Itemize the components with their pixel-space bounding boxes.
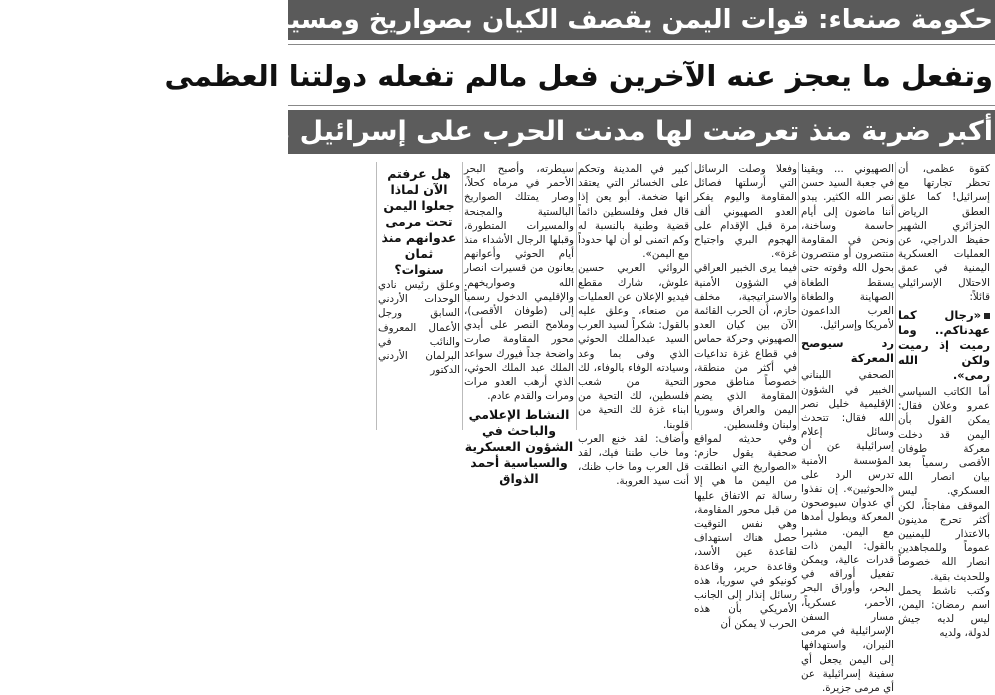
article-column-3 [694,162,797,630]
subheading [898,308,990,383]
column-separator [691,162,692,430]
divider [288,44,995,45]
paragraph: الصحفي اللبناني الخبير في الشؤون الإقليمية خليل نصر الله فقال: تتحدث وسائل إعلام إسرائيلية عن أن المؤسسة الأمنية تدرس الرد على «الحوثيين». إن نفذوا أي عدوان سيوصحون المعركة ويطول أمدها مع اليمن. مشيرا بالقول: اليمن ذات قدرات عالية، ويمكن تفعيل أوراقه في البحر، وأوراق البحر الأحمر، عسكرياً، مسار السفن الإسرائيلية في مرمى النيران، واستهدافها إلى اليمن يجعل أي سفينة إسرائيلية عن أي مرمى جزيرة. [801,369,894,694]
subheading [801,336,894,366]
article-column-6 [378,162,460,430]
article-column-2 [801,162,894,694]
paragraph: وفعلا وصلت الرسائل التي أرسلتها فصائل المقاومة واليوم يفكر العدو الصهيوني ألف مرة قبل الإقدام على الهجوم البري واجتياح غزة». [694,163,797,261]
paragraph: وعلق رئيس نادي الوحدات الأردني السابق ورجل الأعمال المعروف والنائب في البرلمان الأردني الدكتور [378,279,460,377]
article-column-4 [578,162,689,488]
column-separator [576,162,577,430]
headline-2-text: وتفعل ما يعجز عنه الآخرين فعل مالم تفعله دولتنا العظمى [164,59,993,93]
subheading: هل عرفتم الآن لماذا جعلوا اليمن تحت مرمى عدوانهم منذ ثمان سنوات؟ [381,166,457,277]
paragraph: كقوة عظمى، أن تحظر تجارتها مع إسرائيل! كما علق العطق الرياض الجزائري الشهير حفيظ الدراجي، عن العمليات العسكرية اليمنية في عمق الاحتلال الإسرائيلي قائلاً: [898,163,990,303]
paragraph: سيطرته، وأصبح البحر الأحمر في مرماه كحلاً، وصار يمتلك الصواريخ البالستية والمجنحة والمسيرات المتطورة، وقبلها الرجال الأشداء منذ أيام الحوثي وأعوانهم يعانون من قسيرات انصار الله وصواريخهم. والإقليمي الدخول رسمياً إلى (طوفان الأقصى)، وملامح النصر على أيدي محور المقاومة صارت واضحة جداً فيورك سواعد الملك عبد الملك الحوثي، الذي أرهب العدو مرات ومرات والقدم عادم. [464,163,574,403]
paragraph: الروائي العربي حسين علوش، شارك مقطع فيديو الإعلان عن العمليات من صنعاء، وعلق عليه بالقول: شكراً لسيد العرب السيد عبدالملك الحوثي الذي وفى بما وعد وسيادته الوفاء بالوفاء، لك التحية من شعب فلسطين، لك التحية من ابناء غزة لك التحية من قلوبنا. [578,262,689,431]
article-column-5 [464,162,574,487]
column-separator [895,162,896,430]
divider [288,105,995,106]
column-separator [376,162,377,430]
paragraph: الصهيوني ... ويقينا في جعبة السيد حسن نصر الله الكثير. يبدو أننا ماضون إلى أيام حاسمة وساخنة، ونحن في المقاومة منتصرون أو منتصرون بحول الله وقوته حتى يسقط الطغاة الصهاينة والطغاة العرب الداعمون لأمريكا وإسرائيل. [801,163,894,332]
paragraph: وأضاف: لقد خنع العرب وما خاب طننا فيك، لقد قل العرب وما خاب ظنك، أنت سيد العروبة. [578,432,689,488]
subheading: النشاط الإعلامي والباحث في الشؤون العسكرية والسياسية أحمد الذواق [464,407,574,487]
headline-banner-1 [239,0,995,40]
column-separator [798,162,799,430]
paragraph: كبير في المدينة وتحكم على الخسائر التي يعتقد انها ضخمة. أبو يعن إذا قال فعل وفلسطين دائماً قضية وطنية بالنسبة له وكم اتمنى لو أن لها حدوداً مع اليمن». [578,163,689,261]
bullet-square-icon [984,313,990,319]
headline-1-text: حكومة صنعاء: قوات اليمن يقصف الكيان بصواريخ ومسيرات [239,5,993,35]
headline-banner-3 [0,110,995,154]
headline-3-text: أكبر ضربة منذ تعرضت لها مدنت الحرب على إسرائيل منذ حرب اكتوبر 1973 [0,116,993,147]
column-separator [462,162,463,430]
paragraph: وفي حديثه لمواقع صحفية يقول حازم: «الصواريخ التي انطلقت من اليمن ما هي إلا رسالة تم الاتفاق عليها من قبل محور المقاومة، وهي نفس التوقيت حصل هناك استهداف لقاعدة عين الأسد، وقاعدة حرير، وقاعدة كونيكو في سوريا، هذه رسائل إنذار إلى الجانب الأمريكي بأن هذه الحرب لا يمكن أن [694,432,797,630]
paragraph: وكتب ناشط يحمل اسم رمضان: اليمن، ليس لديه جيش لدولة، ولديه [898,584,990,640]
paragraph: أما الكاتب السياسي عمرو وعلان فقال: يمكن القول بأن اليمن قد دخلت معركة طوفان الأقصى رسمياً بعد بيان انصار الله العسكري. ليس الموقف مفاجئاً، لكن أكثر تحرج مدينون بالاعتذار لليمنيين عموماً وللمجاهدين انصار الله خصوصاً وللحديث بقية. [898,386,990,583]
paragraph: فيما يرى الخبير العراقي في الشؤون الأمنية والاستراتيجية، مخلف حازم، أن الحرب القائمة الآن بين كيان العدو الصهيوني وحركة حماس في قطاع غزة تداعيات في أكثر من منطقة، خصوصاً مناطق محور المقاومة الذي يضم اليمن والعراق وسوريا ولبنان وفلسطين. [694,262,797,431]
subheading-text: رد سيوصح المعركة [801,336,894,366]
headline-banner-2 [164,50,995,102]
article-column-1 [898,162,990,640]
subheading-text: «رجال كما عهدناكم.. وما رميت إذ رميت ولكن الله رمى». [898,308,990,383]
